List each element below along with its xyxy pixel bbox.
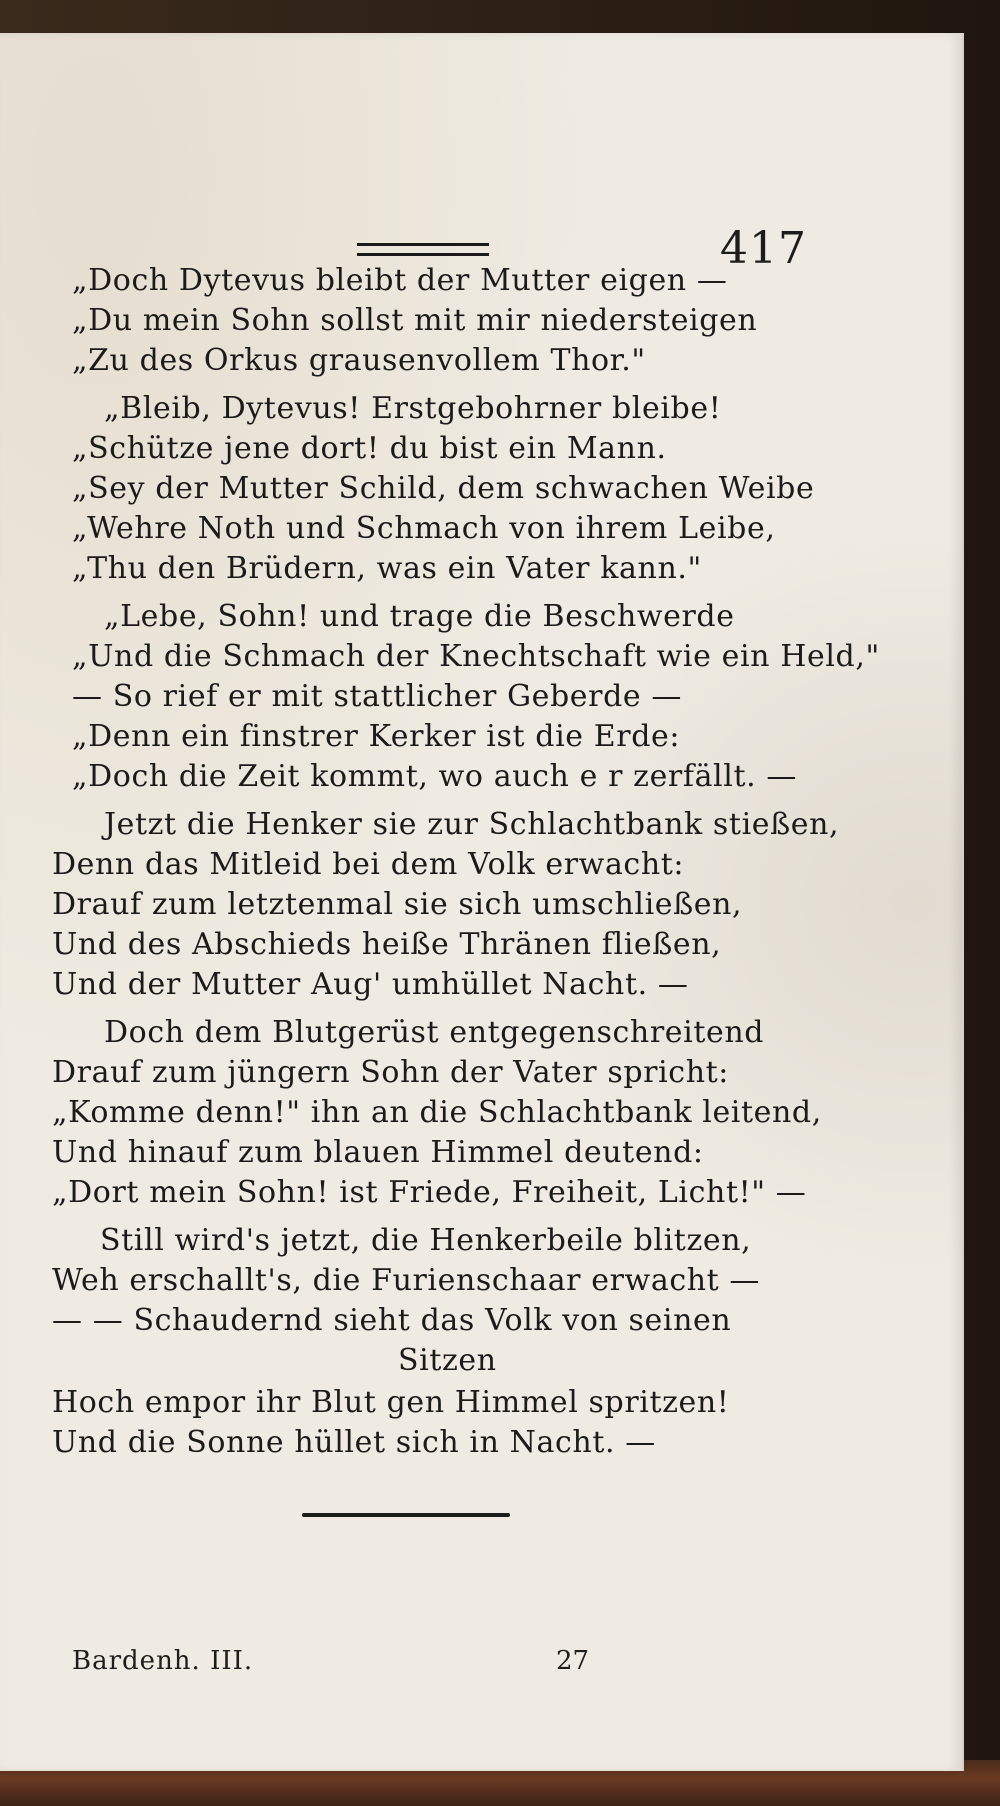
poem-line: Und der Mutter Aug' umhüllet Nacht. — [52,967,689,1002]
poem-line: Sitzen [398,1343,497,1378]
poem-line: — — Schaudernd sieht das Volk von seinen [52,1303,732,1338]
poem-line: Doch dem Blutgerüst entgegenschreitend [104,1015,765,1050]
poem-line: Drauf zum jüngern Sohn der Vater spricht: [52,1055,729,1090]
poem-line: „Und die Schmach der Knechtschaft wie ein Held," [72,639,880,674]
poem-line: „Wehre Noth und Schmach von ihrem Leibe, [72,511,776,546]
poem-text [0,33,962,1771]
book-page [0,33,964,1771]
poem-line: Still wird's jetzt, die Henkerbeile blitzen, [100,1223,752,1258]
poem-line: „Thu den Brüdern, was ein Vater kann." [72,551,702,586]
sheet-number: 27 [556,1646,590,1676]
poem-line: „Denn ein finstrer Kerker ist die Erde: [72,719,681,754]
poem-line: „Dort mein Sohn! ist Friede, Freiheit, Licht!" — [52,1175,807,1210]
poem-line: Jetzt die Henker sie zur Schlachtbank stießen, [104,807,840,842]
poem-line: „Schütze jene dort! du bist ein Mann. [72,431,667,466]
poem-line: Hoch empor ihr Blut gen Himmel spritzen! [52,1385,730,1420]
poem-line: „Zu des Orkus grausenvollem Thor." [72,343,646,378]
poem-line: Denn das Mitleid bei dem Volk erwacht: [52,847,685,882]
poem-line: „Bleib, Dytevus! Erstgebohrner bleibe! [104,391,722,426]
poem-line: „Doch Dytevus bleibt der Mutter eigen — [72,263,728,298]
poem-line: Und hinauf zum blauen Himmel deutend: [52,1135,704,1170]
signature-mark: Bardenh. III. [72,1646,254,1676]
page-number: 417 [720,223,807,274]
poem-line: Und die Sonne hüllet sich in Nacht. — [52,1425,656,1460]
poem-line: „Doch die Zeit kommt, wo auch e r zerfällt. — [72,759,797,794]
poem-line: Und des Abschieds heiße Thränen fließen, [52,927,722,962]
poem-line: „Komme denn!" ihn an die Schlachtbank leitend, [52,1095,822,1130]
poem-line: — So rief er mit stattlicher Geberde — [72,679,682,714]
poem-line: Weh erschallt's, die Furienschaar erwacht — [52,1263,761,1298]
poem-line: „Sey der Mutter Schild, dem schwachen Weibe [72,471,815,506]
footer-rule [302,1513,510,1517]
poem-line: Drauf zum letztenmal sie sich umschließen, [52,887,743,922]
poem-line: „Du mein Sohn sollst mit mir niedersteigen [72,303,758,338]
poem-line: „Lebe, Sohn! und trage die Beschwerde [104,599,735,634]
